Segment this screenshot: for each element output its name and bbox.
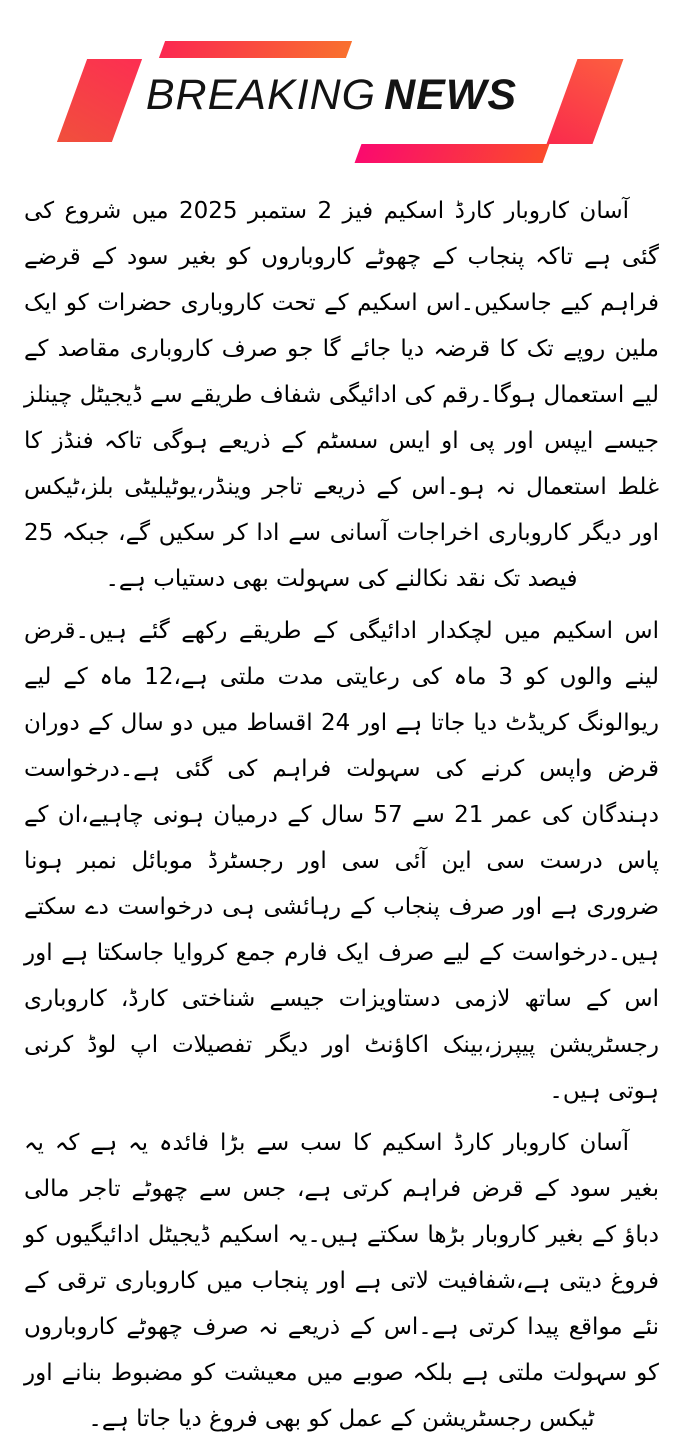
article-body xyxy=(0,188,683,1442)
article-paragraph-intro: آسان کاروبار کارڈ اسکیم فیز 2 ستمبر 2025 میں شروع کی گئی ہے تاکہ پنجاب کے چھوٹے کاروباروں کو بغیر سود کے قرضے فراہم کیے جاسکیں۔اس اسکیم کے تحت کاروباری حضرات کو ایک ملین روپے تک کا قرضہ دیا جائے گا جو صرف کاروباری مقاصد کے لیے استعمال ہوگا۔رقم کی ادائیگی شفاف طریقے سے ڈیجیٹل چینلز جیسے ایپس اور پی او ایس سسٹم کے ذریعے ہوگی تاکہ فنڈز کا غلط استعمال نہ ہو۔اس کے ذریعے تاجر وینڈر،یوٹیلیٹی بلز،ٹیکس اور دیگر کاروباری اخراجات آسانی سے ادا کر سکیں گے، جبکہ 25 فیصد تک نقد نکالنے کی سہولت بھی دستیاب ہے۔ xyxy=(24,198,659,592)
banner-news-label: NEWS xyxy=(384,71,518,119)
breaking-news-banner xyxy=(0,16,683,168)
banner-title xyxy=(0,71,663,119)
article-paragraph-benefits: آسان کاروبار کارڈ اسکیم کا سب سے بڑا فائدہ یہ ہے کہ یہ بغیر سود کے قرض فراہم کرتی ہے، جس سے چھوٹے تاجر مالی دباؤ کے بغیر کاروبار بڑھا سکتے ہیں۔یہ اسکیم ڈیجیٹل ادائیگیوں کو فروغ دیتی ہے،شفافیت لاتی ہے اور پنجاب میں کاروباری ترقی کے نئے مواقع پیدا کرتی ہے۔اس کے ذریعے نہ صرف چھوٹے کاروباروں کو سہولت ملتی ہے بلکہ صوبے میں معیشت کو مضبوط بنانے اور ٹیکس رجسٹریشن کے عمل کو بھی فروغ دیا جاتا ہے۔ xyxy=(24,1130,659,1432)
banner-bottom-bar-shape xyxy=(355,144,550,163)
article-paragraph-details: اس اسکیم میں لچکدار ادائیگی کے طریقے رکھے گئے ہیں۔قرض لینے والوں کو 3 ماہ کی رعایتی مدت ملتی ہے،12 ماہ کے لیے ریوالونگ کریڈٹ دیا جاتا ہے اور 24 اقساط میں دو سال کے دوران قرض واپس کرنے کی سہولت فراہم کی گئی ہے۔درخواست دہندگان کی عمر 21 سے 57 سال کے درمیان ہونی چاہیے،ان کے پاس درست سی این آئی سی اور رجسٹرڈ موبائل نمبر ہونا ضروری ہے اور صرف پنجاب کے رہائشی ہی درخواست دے سکتے ہیں۔درخواست کے لیے صرف ایک فارم جمع کروایا جاسکتا ہے اور اس کے ساتھ لازمی دستاویزات جیسے شناختی کارڈ، کاروباری رجسٹریشن پیپرز،بینک اکاؤنٹ اور دیگر تفصیلات اپ لوڈ کرنی ہوتی ہیں۔ xyxy=(24,618,659,1104)
banner-top-bar-shape xyxy=(159,41,352,58)
banner-breaking-label: BREAKING xyxy=(145,71,377,119)
